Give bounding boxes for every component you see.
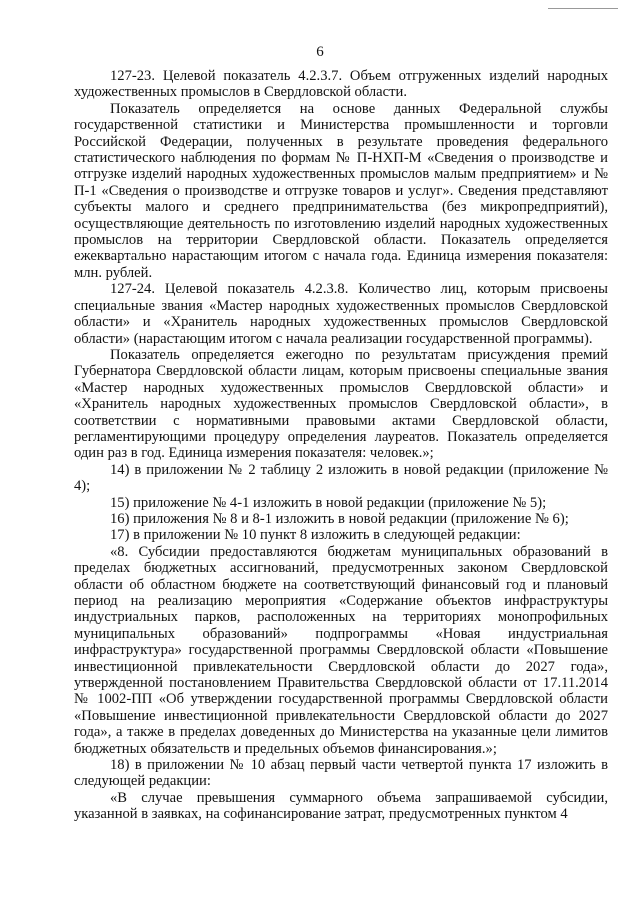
paragraph-item-18: 18) в приложении № 10 абзац первый части четвертой пункта 17 изложить в следующей редакции: <box>74 757 608 790</box>
page-number: 6 <box>316 44 324 60</box>
paragraph-indicator-source: Показатель определяется на основе данных Федеральной службы государственной статистики и Министерства промышленности и торговли Российской Федерации, полученных в результате проведения федерального статистического наблюдения по формам № П-НХП-М «Сведения о производстве и отгрузке изделий народных художественных промыслов малым предприятием» и № П-1 «Сведения о производстве и отгрузке товаров и услуг». Сведения представляют субъекты малого и среднего предпринимательства (без микропредприятий), осуществляющие деятельность по изготовлению изделий народных художественных промыслов на территории Свердловской области. Показатель определяется ежеквартально нарастающим итогом с начала года. Единица измерения показателя: млн. рублей. <box>74 100 608 281</box>
top-right-rule <box>548 8 618 9</box>
paragraph-item-14: 14) в приложении № 2 таблицу 2 изложить в новой редакции (приложение № 4); <box>74 461 608 495</box>
paragraph-127-23: 127-23. Целевой показатель 4.2.3.7. Объем отгруженных изделий народных художественных промыслов в Свердловской области. <box>74 68 608 101</box>
paragraph-clause-17-quote: «В случае превышения суммарного объема запрашиваемой субсидии, указанной в заявках, на софинансирование затрат, предусмотренных пунктом 4 <box>74 789 608 823</box>
paragraph-item-15: 15) приложение № 4-1 изложить в новой редакции (приложение № 5); <box>110 494 547 511</box>
paragraph-item-17: 17) в приложении № 10 пункт 8 изложить в следующей редакции: <box>110 527 521 544</box>
paragraph-item-16: 16) приложения № 8 и 8-1 изложить в новой редакции (приложение № 6); <box>110 510 569 527</box>
paragraph-clause-8: «8. Субсидии предоставляются бюджетам муниципальных образований в пределах бюджетных ассигнований, предусмотренных законом Свердловской области об областном бюджете на соответствующий финансовый год и плановый период на реализацию мероприятия «Содержание объектов инфраструктуры индустриальных парков, расположенных на территориях монопрофильных муниципальных образований» подпрограммы «Новая индустриальная инфраструктура» государственной программы Свердловской области «Повышение инвестиционной привлекательности Свердловской области до 2027 года», утвержденной постановлением Правительства Свердловской области от 17.11.2014 № 1002-ПП «Об утверждении государственной программы Свердловской области «Повышение инвестиционной привлекательности Свердловской области до 2027 года», а также в пределах доведенных до Министерства на указанные цели лимитов бюджетных обязательств и предельных объемов финансирования.»; <box>74 543 608 757</box>
paragraph-indicator-annual: Показатель определяется ежегодно по результатам присуждения премий Губернатора Свердловской области лицам, которым присвоены специальные звания «Мастер народных художественных промыслов Свердловской области» и «Хранитель народных художественных промыслов Свердловской области», в соответствии с нормативными правовыми актами Свердловской области, регламентирующими процедуру определения лауреатов. Показатель определяется один раз в год. Единица измерения показателя: человек.»; <box>74 346 608 462</box>
paragraph-127-24: 127-24. Целевой показатель 4.2.3.8. Количество лиц, которым присвоены специальные звания «Мастер народных художественных промыслов Свердловской области» и «Хранитель народных художественных промыслов Свердловской области» (нарастающим итогом с начала реализации государственной программы). <box>74 281 608 347</box>
document-body <box>74 68 608 823</box>
